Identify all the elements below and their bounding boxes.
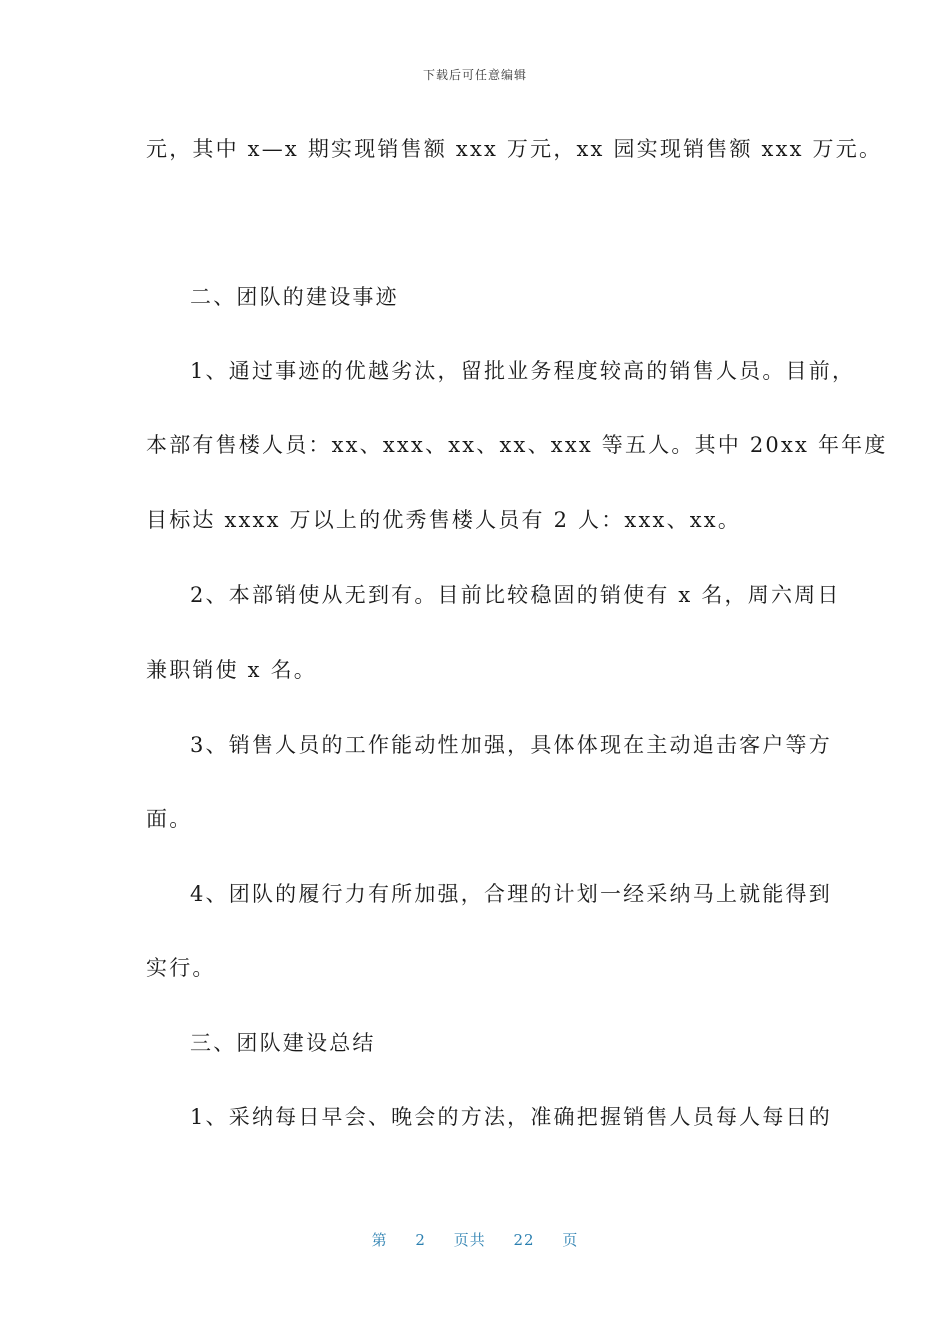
body-line: 2、本部销使从无到有。目前比较稳固的销使有 x 名，周六周日 bbox=[190, 583, 841, 607]
page-label: 第 bbox=[371, 1231, 388, 1249]
body-line: 1、采纳每日早会、晚会的方法，准确把握销售人员每人每日的 bbox=[190, 1105, 832, 1129]
page-number-footer bbox=[0, 1229, 950, 1250]
body-line: 实行。 bbox=[146, 956, 216, 980]
page-current: 2 bbox=[415, 1231, 426, 1249]
body-line: 本部有售楼人员：xx、xxx、xx、xx、xxx 等五人。其中 20xx 年年度 bbox=[146, 433, 888, 457]
body-line: 元，其中 x—x 期实现销售额 xxx 万元，xx 园实现销售额 xxx 万元。 bbox=[146, 137, 883, 161]
section-heading: 三、团队建设总结 bbox=[190, 1031, 376, 1055]
page-total: 22 bbox=[513, 1231, 535, 1249]
body-line: 兼职销使 x 名。 bbox=[146, 658, 317, 682]
body-line: 1、通过事迹的优越劣汰，留批业务程度较高的销售人员。目前， bbox=[190, 359, 856, 383]
body-line: 面。 bbox=[146, 807, 193, 831]
body-line: 3、销售人员的工作能动性加强，具体体现在主动追击客户等方 bbox=[190, 733, 832, 757]
body-line: 4、团队的履行力有所加强，合理的计划一经采纳马上就能得到 bbox=[190, 882, 832, 906]
section-heading: 二、团队的建设事迹 bbox=[190, 285, 399, 309]
header-note: 下载后可任意编辑 bbox=[422, 68, 527, 82]
page-mid: 页共 bbox=[453, 1231, 486, 1249]
page-suffix: 页 bbox=[562, 1231, 579, 1249]
body-line: 目标达 xxxx 万以上的优秀售楼人员有 2 人：xxx、xx。 bbox=[146, 508, 742, 532]
